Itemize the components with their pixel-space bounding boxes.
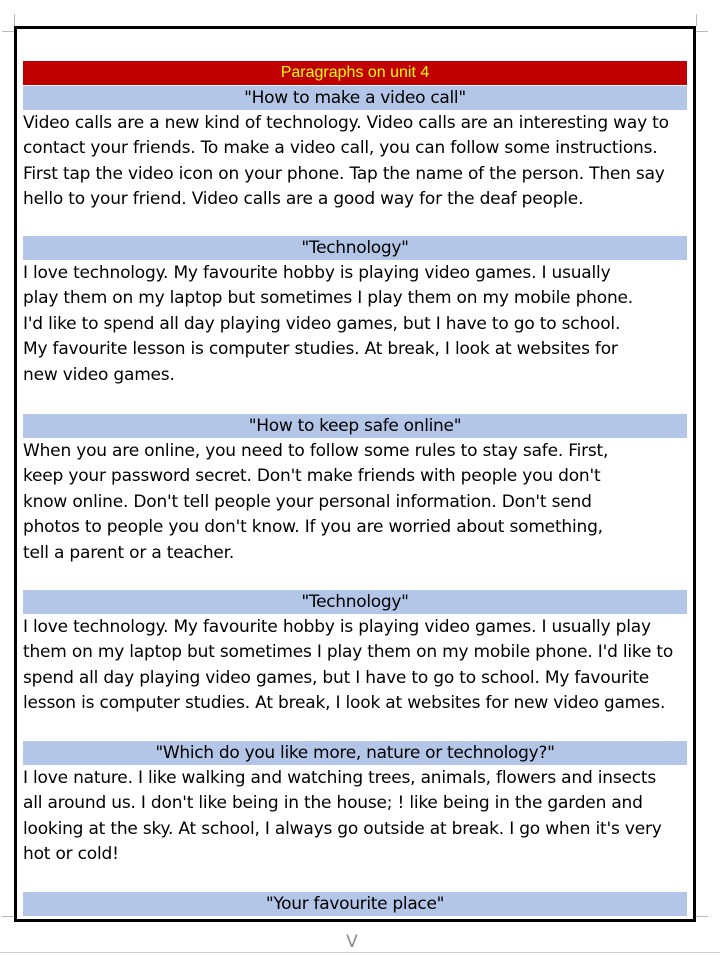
section-heading: "Technology" bbox=[23, 236, 687, 260]
paragraph-section-video-call bbox=[23, 86, 687, 213]
crop-mark bbox=[14, 14, 15, 26]
crop-mark bbox=[696, 916, 708, 917]
paragraph-section-nature-or-technology bbox=[23, 741, 687, 868]
section-body: When you are online, you need to follow some rules to stay safe. First, keep your password secret. Don't make friends with people you don't know online. Don't tell people your personal information. Don't send photos to people you don't know. If you are worried about something, tell a parent or a teacher. bbox=[23, 441, 609, 563]
section-body: I love nature. I like walking and watching trees, animals, flowers and insects all around us. I don't like being in the house; ! like being in the garden and looking at the sky. At school, I always go outside at break. I go when it's very hot or cold! bbox=[23, 768, 662, 865]
document-page bbox=[14, 26, 696, 922]
viewer-bottom-divider bbox=[0, 952, 720, 953]
section-body: Video calls are a new kind of technology. Video calls are an interesting way to contact your friends. To make a video call, you can follow some instructions. First tap the video icon on your phone. Tap the name of the person. Then say hello to your friend. Video calls are a good way for the deaf people. bbox=[23, 113, 669, 210]
document-title: Paragraphs on unit 4 bbox=[23, 61, 687, 85]
crop-mark bbox=[696, 31, 708, 32]
scroll-down-indicator[interactable]: V bbox=[346, 932, 358, 952]
paragraph-section-safe-online bbox=[23, 414, 687, 566]
section-heading: "Your favourite place" bbox=[23, 892, 687, 916]
section-heading: "Which do you like more, nature or technology?" bbox=[23, 741, 687, 765]
section-heading: "How to keep safe online" bbox=[23, 414, 687, 438]
paragraph-section-technology-2 bbox=[23, 590, 687, 717]
section-heading: "How to make a video call" bbox=[23, 86, 687, 110]
crop-mark bbox=[696, 14, 697, 26]
paragraph-section-favourite-place bbox=[23, 892, 687, 916]
crop-mark bbox=[2, 31, 14, 32]
section-body: I love technology. My favourite hobby is playing video games. I usually play them on my laptop but sometimes I play them on my mobile phone. I'd like to spend all day playing video games, but I have to go to school. My favourite lesson is computer studies. At break, I look at websites for new video games. bbox=[23, 617, 674, 714]
crop-mark bbox=[2, 916, 14, 917]
paragraph-section-technology bbox=[23, 236, 687, 388]
section-heading: "Technology" bbox=[23, 590, 687, 614]
section-body: I love technology. My favourite hobby is playing video games. I usually play them on my laptop but sometimes I play them on my mobile phone. I'd like to spend all day playing video games, but I have to go to school. My favourite lesson is computer studies. At break, I look at websites for new video games. bbox=[23, 263, 633, 385]
